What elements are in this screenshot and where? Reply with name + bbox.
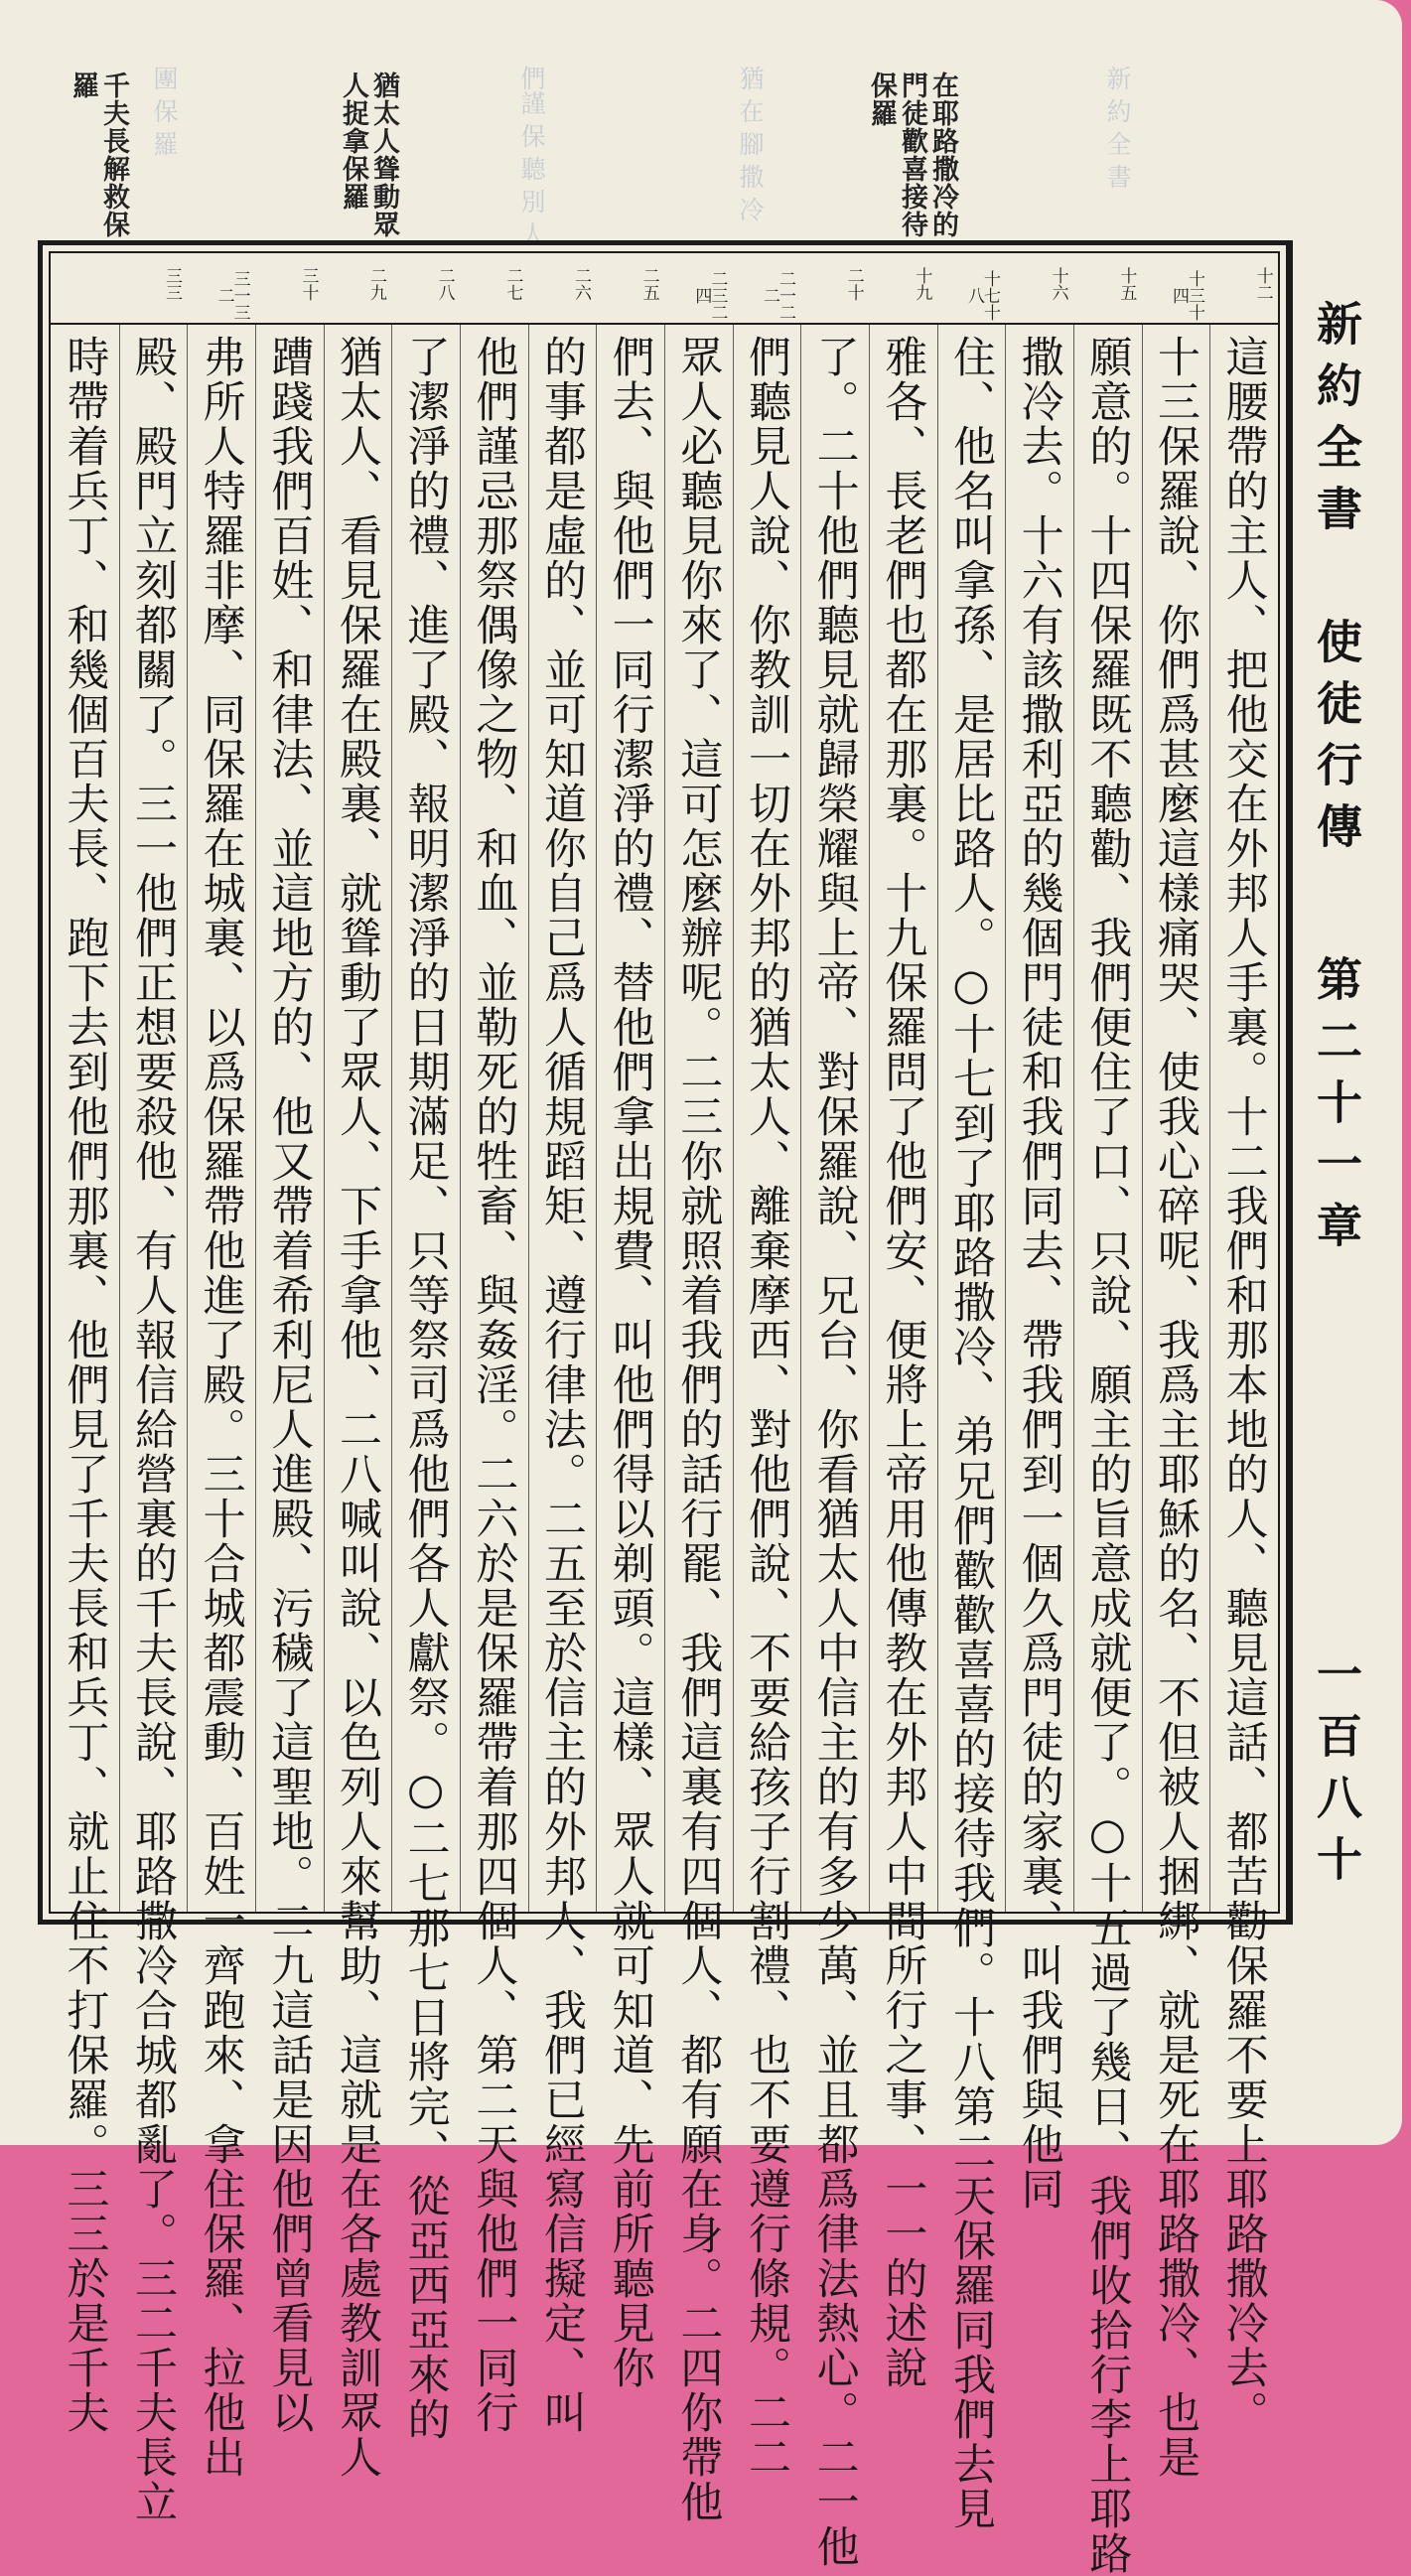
column-rule <box>391 325 392 1912</box>
column-rule <box>1209 325 1210 1912</box>
verse-number: 三十 <box>298 267 319 301</box>
text-column: 們去、與他們一同行潔淨的禮、替他們拿出規費、叫他們得以剃頭。這樣、眾人就可知道、先前所聽見你 <box>605 335 655 2390</box>
text-column: 了潔淨的禮、進了殿、報明潔淨的日期滿足、只等祭司爲他們各人獻祭。○二七那七日將完、從亞西亞來的 <box>400 335 451 2442</box>
verse-number: 十三十四 <box>1169 269 1204 321</box>
side-note-2: 猶太人聳動眾人捉拿保羅 <box>338 72 399 238</box>
text-column: 時帶着兵丁、和幾個百夫長、跑下去到他們那裏、他們見了千夫長和兵丁、就止住不打保羅。三三於是千夫 <box>60 335 110 2435</box>
column-rule <box>596 325 597 1912</box>
verse-number: 二五 <box>638 267 659 301</box>
verse-number: 十九 <box>912 267 932 301</box>
text-column: 住、他名叫拿孫、是居比路人。○十七到了耶路撒冷、弟兄們歡歡喜喜的接待我們。十八第二天保羅同我們去見 <box>946 335 996 2531</box>
verse-number: 二九 <box>366 267 386 301</box>
text-column: 弗所人特羅非摩、同保羅在城裏、以爲保羅帶他進了殿。三十合城都震動、百姓一齊跑來、拿住保羅、拉他出 <box>196 335 246 2480</box>
verse-number: 二十 <box>843 267 864 301</box>
column-rule <box>800 325 801 1912</box>
chapter-heading: 第二十一章 <box>1310 955 1363 1263</box>
column-rule <box>460 325 461 1912</box>
show-through-text: 新 約 全 書 <box>1103 66 1132 189</box>
verse-number: 二三二四 <box>691 269 728 321</box>
column-rule <box>255 325 256 1912</box>
text-column: 蹧踐我們百姓、和律法、並這地方的、他又帶着希利尼人進殿、污穢了這聖地。二九這話是因他們曾看見以 <box>264 335 315 2435</box>
text-frame-inner <box>49 251 1280 2576</box>
text-column: 雅各、長老們也都在那裏。十九保羅問了他們安、便將上帝用他傳教在外邦人中間所行之事、一一的述說 <box>878 335 928 2390</box>
column-rule <box>1142 325 1143 1912</box>
text-column: 的事都是虛的、並可知道你自己爲人循規蹈矩、遵行律法。二五至於信主的外邦人、我們已經寫信擬定、叫 <box>537 335 587 2435</box>
text-column: 們聽見人說、你教訓一切在外邦的猶太人、離棄摩西、對他們說、不要給孩子行割禮、也不要遵行條規。二二 <box>742 335 791 2480</box>
side-note-1: 在耶路撒冷的門徒歡喜接待保羅 <box>866 72 958 238</box>
verse-number: 二一二二 <box>760 269 795 321</box>
page-number: 一百八十 <box>1310 1650 1363 1897</box>
column-rule <box>528 325 529 1912</box>
verse-number: 三三 <box>162 267 182 301</box>
text-column: 了。二十他們聽見就歸榮耀與上帝、對保羅說、兄台、你看猶太人中信主的有多少萬、並且都爲律法熱心。二一他 <box>809 335 860 2569</box>
column-rule <box>324 325 325 1912</box>
text-column: 撒冷去。十六有該撒利亞的幾個門徒和我們同去、帶我們到一個久爲門徒的家裏、叫我們與他同 <box>1014 335 1064 2212</box>
verse-number: 十二 <box>1252 267 1273 301</box>
column-rule <box>869 325 870 1912</box>
column-rule <box>733 325 734 1912</box>
column-rule <box>119 325 120 1912</box>
text-column: 十三保羅說、你們爲甚麼這樣痛哭、使我心碎呢、我爲主耶穌的名、不但被人捆綁、就是死在耶路撒冷、也是 <box>1151 335 1200 2480</box>
verse-number: 二七 <box>502 267 523 301</box>
verse-number: 三一三二 <box>213 269 250 321</box>
book-title: 新約全書 <box>1310 300 1363 546</box>
show-through-text: 們謹 保 聽 別 人 <box>517 66 546 246</box>
verse-number: 十五 <box>1116 267 1137 301</box>
book-name: 使徒行傳 <box>1310 618 1363 864</box>
column-rule <box>187 325 188 1912</box>
text-column: 殿、殿門立刻都關了。三一他們正想要殺他、有人報信給營裏的千夫長說、耶路撒冷合城都亂了。三二千夫長立 <box>128 335 178 2524</box>
text-column: 眾人必聽見你來了、這可怎麼辦呢。二三你就照着我們的話行罷、我們這裏有四個人、都有願在身。二四你帶他 <box>673 335 724 2524</box>
text-column: 猶太人、看見保羅在殿裏、就聳動了眾人、下手拿他、二八喊叫說、以色列人來幫助、這就是在各處教訓眾人 <box>333 335 382 2480</box>
column-rule <box>664 325 665 1912</box>
verse-number: 二六 <box>571 267 591 301</box>
text-column: 願意的。十四保羅既不聽勸、我們便住了口、只說、願主的旨意成就便了。○十五過了幾日、我們收拾行李上耶路 <box>1082 335 1133 2576</box>
show-through-text: 團 保 羅 <box>150 66 179 156</box>
show-through-text: 猶 在 腳 撒 冷 <box>736 66 765 221</box>
text-frame <box>38 240 1291 2576</box>
column-rule <box>1005 325 1006 1912</box>
verse-number-band <box>51 253 1278 325</box>
text-column: 這腰帶的主人、把他交在外邦人手裏。十二我們和那本地的人、聽見這話、都苦勸保羅不要上耶路撒冷去。 <box>1218 335 1269 2435</box>
column-rule <box>1073 325 1074 1912</box>
text-columns <box>51 325 1278 2576</box>
column-rule <box>937 325 938 1912</box>
side-note-3: 千夫長解救保羅 <box>68 72 129 238</box>
verse-number: 二八 <box>434 267 455 301</box>
text-column: 他們謹忌那祭偶像之物、和血、並勒死的牲畜、與姦淫。二六於是保羅帶着那四個人、第二天與他們一同行 <box>469 335 519 2435</box>
page-header <box>1291 240 1387 1925</box>
verse-number: 十六 <box>1048 267 1068 301</box>
verse-number: 十七十八 <box>964 269 1000 321</box>
